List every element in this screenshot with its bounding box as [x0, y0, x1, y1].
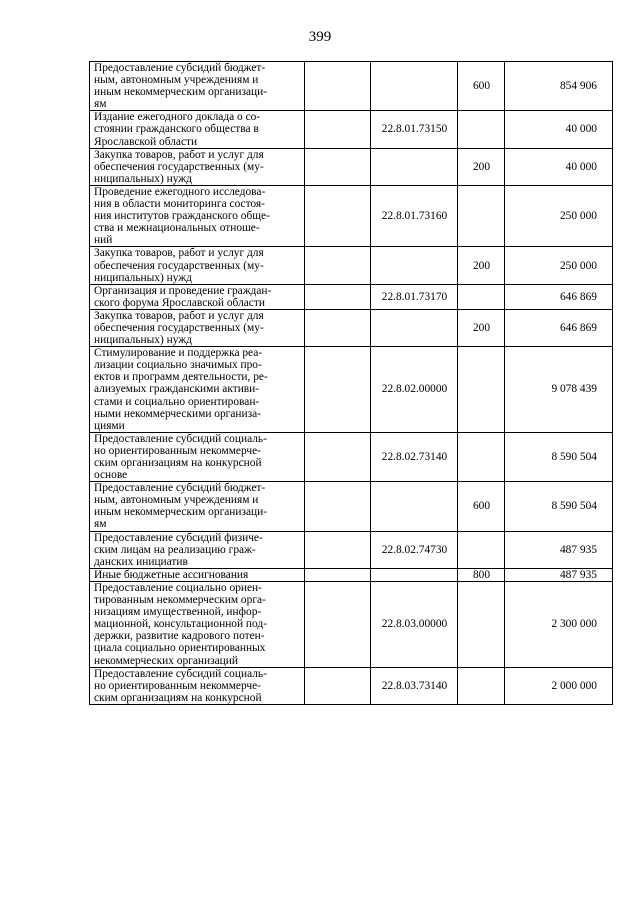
empty-cell: [305, 185, 371, 246]
table-row: [90, 309, 613, 346]
table-row: [90, 185, 613, 246]
table-row: [90, 568, 613, 581]
row-name-line: ализуемых гражданскими активи-: [94, 383, 260, 396]
target-article-code: 22.8.02.00000: [371, 347, 458, 433]
row-name-line: циала социально ориентированных: [94, 642, 266, 655]
row-name-cell: [90, 482, 305, 531]
table-row: [90, 667, 613, 704]
expense-type-code: [458, 185, 505, 246]
empty-cell: [305, 432, 371, 481]
target-article-code: 22.8.01.73150: [371, 111, 458, 148]
table-row: [90, 247, 613, 284]
empty-cell: [305, 247, 371, 284]
target-article-code: 22.8.02.74730: [371, 531, 458, 568]
table-row: [90, 581, 613, 667]
row-name-cell: [90, 531, 305, 568]
expense-type-code: [458, 581, 505, 667]
row-name-cell: [90, 111, 305, 148]
table-row: [90, 432, 613, 481]
amount-value: 250 000: [505, 247, 613, 284]
row-name-cell: [90, 667, 305, 704]
row-name-line: Ярославской области: [94, 135, 198, 148]
row-name-cell: [90, 309, 305, 346]
expense-type-code: [458, 284, 505, 309]
amount-value: 646 869: [505, 309, 613, 346]
expense-type-code: [458, 667, 505, 704]
row-name-cell: [90, 148, 305, 185]
row-name-line: ний: [94, 234, 113, 247]
row-name-line: Иные бюджетные ассигнования: [94, 568, 249, 581]
row-name-line: Предоставление субсидий бюджет-: [94, 62, 266, 74]
row-name-line: Предоставление субсидий социаль-: [94, 432, 267, 445]
expense-type-code: [458, 432, 505, 481]
expense-type-code: 800: [458, 568, 505, 581]
row-name-line: ным, автономным учреждениям и: [94, 494, 259, 507]
empty-cell: [305, 62, 371, 111]
expense-type-code: 600: [458, 482, 505, 531]
budget-table: [89, 61, 613, 705]
row-name-line: ства и межнациональных отноше-: [94, 222, 260, 235]
row-name-line: ским лицам на реализацию граж-: [94, 543, 256, 556]
row-name-line: мационной, консультационной под-: [94, 618, 267, 631]
empty-cell: [305, 347, 371, 433]
table-row: [90, 62, 613, 111]
amount-value: 2 000 000: [505, 667, 613, 704]
empty-cell: [305, 148, 371, 185]
target-article-code: [371, 148, 458, 185]
expense-type-code: 200: [458, 148, 505, 185]
row-name-line: Стимулирование и поддержка реа-: [94, 347, 263, 360]
amount-value: 487 935: [505, 568, 613, 581]
row-name-line: основе: [94, 469, 128, 482]
amount-value: 40 000: [505, 148, 613, 185]
amount-value: 646 869: [505, 284, 613, 309]
row-name-line: циями: [94, 419, 125, 432]
row-name-line: ям: [94, 98, 107, 111]
row-name-cell: [90, 185, 305, 246]
expense-type-code: [458, 111, 505, 148]
row-name-line: Предоставление субсидий физиче-: [94, 531, 263, 544]
target-article-code: 22.8.03.00000: [371, 581, 458, 667]
row-name-line: ными некоммерческими организа-: [94, 407, 261, 420]
row-name-line: но ориентированным некоммерче-: [94, 679, 261, 692]
row-name-line: Проведение ежегодного исследова-: [94, 185, 266, 198]
budget-table-body: [90, 62, 613, 705]
row-name-line: ского форума Ярославской области: [94, 296, 265, 309]
table-row: [90, 284, 613, 309]
expense-type-code: [458, 347, 505, 433]
row-name-line: ным, автономным учреждениям и: [94, 74, 259, 87]
row-name-line: ниципальных) нужд: [94, 172, 192, 185]
target-article-code: 22.8.03.73140: [371, 667, 458, 704]
row-name-cell: [90, 568, 305, 581]
row-name-line: ниципальных) нужд: [94, 334, 192, 347]
row-name-line: Предоставление субсидий социаль-: [94, 667, 267, 680]
row-name-cell: [90, 284, 305, 309]
row-name-line: но ориентированным некоммерче-: [94, 444, 261, 457]
empty-cell: [305, 531, 371, 568]
row-name-cell: [90, 62, 305, 111]
empty-cell: [305, 309, 371, 346]
row-name-line: Организация и проведение граждан-: [94, 284, 272, 297]
amount-value: 2 300 000: [505, 581, 613, 667]
amount-value: 487 935: [505, 531, 613, 568]
row-name-line: ниципальных) нужд: [94, 271, 192, 284]
target-article-code: [371, 247, 458, 284]
amount-value: 854 906: [505, 62, 613, 111]
row-name-line: Закупка товаров, работ и услуг для: [94, 247, 264, 260]
target-article-code: 22.8.01.73160: [371, 185, 458, 246]
empty-cell: [305, 482, 371, 531]
row-name-line: лизации социально значимых про-: [94, 359, 262, 372]
empty-cell: [305, 111, 371, 148]
row-name-line: ния институтов гражданского обще-: [94, 210, 270, 223]
target-article-code: 22.8.01.73170: [371, 284, 458, 309]
row-name-line: Закупка товаров, работ и услуг для: [94, 148, 264, 161]
amount-value: 40 000: [505, 111, 613, 148]
amount-value: 250 000: [505, 185, 613, 246]
table-row: [90, 531, 613, 568]
row-name-line: тированным некоммерческим орга-: [94, 594, 266, 607]
row-name-cell: [90, 581, 305, 667]
expense-type-code: [458, 531, 505, 568]
row-name-line: Закупка товаров, работ и услуг для: [94, 309, 264, 322]
row-name-line: иным некоммерческим организаци-: [94, 86, 268, 99]
page-number: 399: [308, 29, 332, 45]
row-name-line: низациям имущественной, инфор-: [94, 606, 262, 619]
row-name-line: обеспечения государственных (му-: [94, 321, 264, 334]
row-name-line: ям: [94, 518, 107, 531]
empty-cell: [305, 581, 371, 667]
row-name-line: ектов и программ деятельности, ре-: [94, 371, 268, 384]
row-name-line: данских инициатив: [94, 555, 188, 568]
row-name-line: обеспечения государственных (му-: [94, 259, 264, 272]
table-row: [90, 111, 613, 148]
amount-value: 8 590 504: [505, 482, 613, 531]
row-name-cell: [90, 432, 305, 481]
expense-type-code: 200: [458, 309, 505, 346]
row-name-line: обеспечения государственных (му-: [94, 160, 264, 173]
amount-value: 8 590 504: [505, 432, 613, 481]
table-row: [90, 347, 613, 433]
expense-type-code: 200: [458, 247, 505, 284]
row-name-line: Предоставление социально ориен-: [94, 581, 262, 594]
row-name-line: иным некоммерческим организаци-: [94, 506, 268, 519]
row-name-line: держки, развитие кадрового потен-: [94, 630, 265, 643]
row-name-line: ским организациям на конкурсной: [94, 457, 262, 469]
row-name-line: ния в области мониторинга состоя-: [94, 198, 265, 211]
target-article-code: [371, 482, 458, 531]
empty-cell: [305, 667, 371, 704]
table-row: [90, 148, 613, 185]
empty-cell: [305, 284, 371, 309]
target-article-code: [371, 309, 458, 346]
expense-type-code: 600: [458, 62, 505, 111]
row-name-cell: [90, 247, 305, 284]
row-name-line: ским организациям на конкурсной: [94, 691, 262, 704]
row-name-line: Предоставление субсидий бюджет-: [94, 482, 266, 495]
target-article-code: [371, 568, 458, 581]
amount-value: 9 078 439: [505, 347, 613, 433]
empty-cell: [305, 568, 371, 581]
row-name-line: некоммерческих организаций: [94, 654, 238, 667]
row-name-cell: [90, 347, 305, 433]
row-name-line: стоянии гражданского общества в: [94, 123, 259, 136]
table-row: [90, 482, 613, 531]
row-name-line: стами и социально ориентирован-: [94, 395, 260, 408]
target-article-code: 22.8.02.73140: [371, 432, 458, 481]
row-name-line: Издание ежегодного доклада о со-: [94, 111, 261, 124]
target-article-code: [371, 62, 458, 111]
